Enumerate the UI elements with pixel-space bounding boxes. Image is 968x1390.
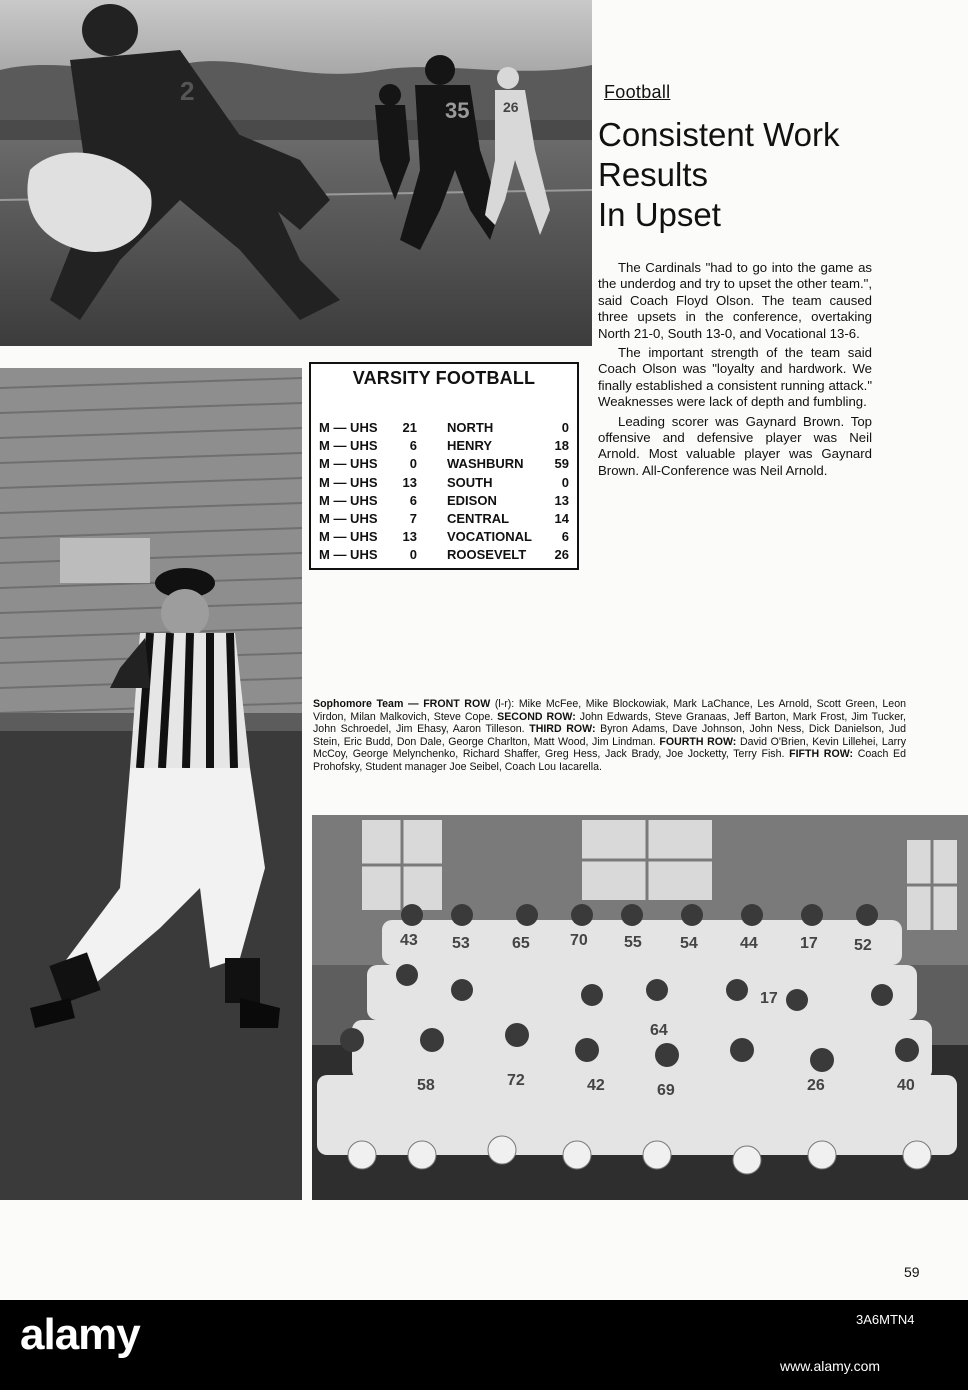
sophomore-team-photo [312, 815, 968, 1200]
home-team: M — UHS [319, 547, 378, 563]
headline-line: Consistent Work [598, 116, 840, 153]
score-row [319, 493, 575, 511]
opponent: HENRY [447, 438, 493, 454]
jersey-number: 52 [854, 937, 872, 954]
caption-row-names: John Edwards, Steve Granaas, Jeff Barton, Mark Frost, Jim Tucker, John Schroedel, Jim Ehasy, Aaron Tilleson. [313, 710, 906, 736]
opponent-score: 13 [554, 492, 569, 508]
caption-row-names: Coach Ed Prohofsky, Student manager Joe Seibel, Coach Lou Iacarella. [313, 748, 906, 773]
opponent: NORTH [447, 420, 494, 435]
jersey-number: 26 [503, 99, 519, 115]
caption-row-names: Byron Adams, Dave Johnson, John Ness, Dick Danielson, Jud Stein, Eric Budd, Don Dale, George Charlton, Matt Wood, Jim Lindman. [313, 723, 906, 748]
opponent: WASHBURN [447, 456, 524, 472]
score-row [319, 547, 575, 565]
home-score: 21 [402, 420, 417, 435]
opponent: CENTRAL [447, 510, 510, 526]
headline-line: Results [598, 156, 709, 193]
home-score: 6 [409, 492, 417, 508]
referee-photo [0, 368, 302, 1200]
team-image [312, 815, 968, 1200]
jersey-number: 69 [657, 1082, 675, 1099]
home-score: 13 [402, 529, 417, 545]
home-score: 0 [409, 547, 417, 563]
jersey-number: 64 [650, 1022, 668, 1039]
image-id: 3A6MTN4 [856, 1312, 915, 1327]
opponent-score: 59 [554, 456, 569, 472]
opponent-score: 14 [554, 510, 569, 526]
jersey-number: 65 [512, 935, 530, 952]
home-score: 6 [409, 438, 417, 454]
home-team: M — UHS [319, 492, 378, 508]
scoreboard-rows [319, 420, 575, 566]
opponent: SOUTH [447, 474, 493, 490]
varsity-scoreboard [309, 362, 579, 570]
caption-row-label: FIFTH ROW: [789, 748, 854, 761]
caption-row-label: SECOND ROW: [497, 710, 576, 723]
score-row [319, 420, 575, 438]
opponent-score: 0 [561, 474, 569, 490]
score-row [319, 511, 575, 529]
opponent-score: 26 [554, 547, 569, 563]
home-score: 7 [409, 510, 417, 526]
article-body [598, 260, 872, 482]
jersey-number: 17 [760, 990, 778, 1007]
home-team: M — UHS [319, 529, 378, 545]
scoreboard-title: VARSITY FOOTBALL [352, 368, 536, 388]
article-paragraph: The Cardinals "had to go into the game as the underdog and try to upset the other team.", said Coach Floyd Olson. The team caused three upsets in the conference, overtaking North 21-0, South 13-0, and Vocational 13-6. [598, 260, 872, 341]
caption-row-names: (l-r): Mike McFee, Mike Blockowiak, Mark LaChance, Les Arnold, Scott Green, Leon Virdon, Milan Malkovich, Steve Cope. [313, 698, 906, 723]
referee-image [0, 368, 302, 1200]
headline [598, 115, 898, 235]
jersey-number: 43 [400, 932, 418, 949]
jersey-number: 53 [452, 935, 470, 952]
jersey-number: 40 [897, 1077, 915, 1094]
score-row [319, 438, 575, 456]
opponent-score: 6 [561, 529, 569, 545]
score-row [319, 529, 575, 547]
jersey-number: 17 [800, 935, 818, 952]
football-action-image [0, 0, 592, 346]
section-label: Football [604, 82, 671, 102]
home-team: M — UHS [319, 474, 378, 490]
headline-line: In Upset [598, 196, 721, 233]
alamy-logo: alamy [20, 1310, 140, 1359]
caption-row-label: FRONT ROW [423, 698, 491, 710]
jersey-number: 44 [740, 935, 758, 952]
caption-row-label: FOURTH ROW: [659, 735, 737, 748]
site-url: www.alamy.com [780, 1358, 881, 1374]
caption-row-label: THIRD ROW: [529, 723, 596, 736]
home-team: M — UHS [319, 438, 378, 454]
home-team: M — UHS [319, 420, 378, 435]
jersey-number: 26 [807, 1077, 825, 1094]
home-score: 0 [409, 456, 417, 472]
jersey-number: 42 [587, 1077, 605, 1094]
home-team: M — UHS [319, 510, 378, 526]
jersey-number: 54 [680, 935, 698, 952]
home-score: 13 [402, 474, 417, 490]
jersey-number: 70 [570, 932, 588, 949]
jersey-number: 72 [507, 1072, 525, 1089]
home-team: M — UHS [319, 456, 378, 472]
page-number: 59 [904, 1264, 920, 1280]
football-action-photo [0, 0, 592, 346]
opponent: EDISON [447, 492, 497, 508]
article-paragraph: Leading scorer was Gaynard Brown. Top offensive and defensive player was Neil Arnold. Most valuable player was Gaynard Brown. All-Conference was Neil Arnold. [598, 413, 872, 478]
team-caption [313, 698, 906, 774]
watermark-footer [0, 1300, 968, 1390]
score-row [319, 475, 575, 493]
opponent-score: 18 [554, 438, 569, 454]
jersey-number: 55 [624, 934, 642, 951]
jersey-number: 2 [180, 76, 195, 106]
caption-team-label: Sophomore Team — [313, 698, 419, 710]
opponent: VOCATIONAL [447, 529, 532, 545]
opponent: ROOSEVELT [447, 547, 527, 563]
opponent-score: 0 [561, 420, 569, 435]
article-paragraph: The important strength of the team said Coach Olson was "loyalty and hardwork. We finally established a consistent running attack." Weaknesses were lack of depth and fumbling. [598, 345, 872, 410]
jersey-number: 58 [417, 1077, 435, 1094]
score-row [319, 456, 575, 474]
caption-row-names: David O'Brien, Kevin Lillehei, Larry McCoy, George Melynchenko, Richard Shaffer, Greg Hess, Jack Brady, Joe Jocketty, Terry Fish. [313, 735, 906, 761]
jersey-number: 35 [445, 98, 470, 123]
